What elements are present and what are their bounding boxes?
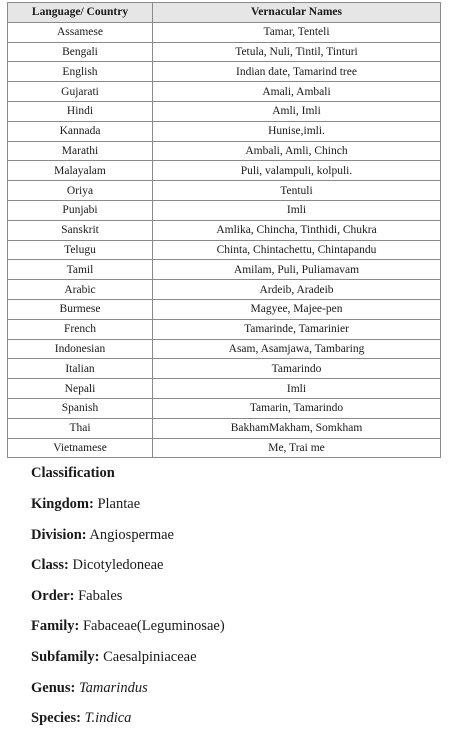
table-row — [8, 280, 441, 300]
classification-rank-value: Fabales — [78, 587, 123, 604]
classification-item — [31, 550, 451, 581]
vernacular-names-cell: BakhamMakham, Somkham — [153, 418, 441, 438]
table-row — [8, 22, 441, 42]
vernacular-names-cell: Tamarin, Tamarindo — [153, 398, 441, 418]
vernacular-names-cell: Amlika, Chincha, Tinthidi, Chukra — [153, 220, 441, 240]
classification-rank-label: Class: — [31, 557, 69, 574]
language-cell: Thai — [8, 418, 153, 438]
language-cell: Gujarati — [8, 82, 153, 102]
vernacular-names-cell: Tamarinde, Tamarinier — [153, 319, 441, 339]
classification-rank-value: Fabaceae(Leguminosae) — [82, 618, 225, 635]
language-cell: Marathi — [8, 141, 153, 161]
language-cell: French — [8, 319, 153, 339]
vernacular-names-cell: Hunise,imli. — [153, 121, 441, 141]
language-cell: Spanish — [8, 398, 153, 418]
vernacular-names-cell: Puli, valampuli, kolpuli. — [153, 161, 441, 181]
table-row — [8, 42, 441, 62]
classification-item — [31, 581, 451, 612]
table-row — [8, 62, 441, 82]
classification-list — [31, 489, 451, 734]
table-row — [8, 299, 441, 319]
vernacular-names-cell: Amli, Imli — [153, 101, 441, 121]
table-row — [8, 398, 441, 418]
vernacular-names-cell: Tamar, Tenteli — [153, 22, 441, 42]
table-row — [8, 379, 441, 399]
classification-section — [31, 458, 451, 734]
language-cell: Sanskrit — [8, 220, 153, 240]
language-cell: Bengali — [8, 42, 153, 62]
table-row — [8, 161, 441, 181]
classification-rank-value: T.indica — [84, 710, 132, 727]
classification-rank-label: Kingdom: — [31, 496, 94, 512]
vernacular-names-cell: Amilam, Puli, Puliamavam — [153, 260, 441, 280]
language-cell: English — [8, 62, 153, 82]
vernacular-names-cell: Ambali, Amli, Chinch — [153, 141, 441, 161]
classification-item — [31, 520, 451, 551]
vernacular-names-cell: Tentuli — [153, 181, 441, 201]
vernacular-names-cell: Imli — [153, 379, 441, 399]
classification-item — [31, 703, 451, 734]
table-body — [8, 22, 441, 458]
table-row — [8, 359, 441, 379]
language-cell: Burmese — [8, 299, 153, 319]
classification-rank-value: Caesalpiniaceae — [103, 648, 197, 665]
header-language-country: Language/ Country — [8, 3, 153, 23]
language-cell: Assamese — [8, 22, 153, 42]
language-cell: Malayalam — [8, 161, 153, 181]
language-cell: Nepali — [8, 379, 153, 399]
table-row — [8, 438, 441, 458]
language-cell: Punjabi — [8, 200, 153, 220]
language-cell: Italian — [8, 359, 153, 379]
table-row — [8, 101, 441, 121]
language-cell: Vietnamese — [8, 438, 153, 458]
table-row — [8, 339, 441, 359]
table-row — [8, 82, 441, 102]
classification-item — [31, 673, 451, 704]
language-cell: Indonesian — [8, 339, 153, 359]
classification-item — [31, 642, 451, 673]
classification-heading: Classification — [31, 465, 115, 481]
language-cell: Arabic — [8, 280, 153, 300]
vernacular-names-cell: Magyee, Majee-pen — [153, 299, 441, 319]
classification-rank-value: Angiospermae — [89, 526, 174, 543]
classification-rank-value: Plantae — [97, 496, 141, 512]
vernacular-names-cell: Amali, Ambali — [153, 82, 441, 102]
classification-rank-label: Division: — [31, 526, 87, 543]
classification-rank-label: Subfamily: — [31, 648, 100, 665]
classification-item — [31, 611, 451, 642]
table-row — [8, 200, 441, 220]
table-row — [8, 319, 441, 339]
table-row — [8, 418, 441, 438]
vernacular-names-cell: Asam, Asamjawa, Tambaring — [153, 339, 441, 359]
table-row — [8, 240, 441, 260]
classification-rank-label: Species: — [31, 710, 81, 727]
language-cell: Tamil — [8, 260, 153, 280]
classification-item — [31, 489, 451, 520]
vernacular-names-cell: Ardeib, Aradeib — [153, 280, 441, 300]
table-header-row — [8, 3, 441, 23]
classification-rank-label: Genus: — [31, 679, 76, 696]
classification-rank-label: Order: — [31, 587, 75, 604]
language-cell: Hindi — [8, 101, 153, 121]
vernacular-names-cell: Tamarindo — [153, 359, 441, 379]
vernacular-names-cell: Imli — [153, 200, 441, 220]
vernacular-names-cell: Chinta, Chintachettu, Chintapandu — [153, 240, 441, 260]
classification-rank-value: Tamarindus — [78, 679, 148, 696]
table-row — [8, 181, 441, 201]
vernacular-names-table — [7, 2, 441, 458]
language-cell: Telugu — [8, 240, 153, 260]
classification-rank-label: Family: — [31, 618, 80, 635]
vernacular-names-cell: Me, Trai me — [153, 438, 441, 458]
classification-rank-value: Dicotyledoneae — [72, 557, 164, 574]
vernacular-names-cell: Indian date, Tamarind tree — [153, 62, 441, 82]
language-cell: Oriya — [8, 181, 153, 201]
table-row — [8, 260, 441, 280]
header-vernacular-names: Vernacular Names — [153, 3, 441, 23]
table-row — [8, 121, 441, 141]
language-cell: Kannada — [8, 121, 153, 141]
table-row — [8, 220, 441, 240]
vernacular-names-cell: Tetula, Nuli, Tintil, Tinturi — [153, 42, 441, 62]
table-row — [8, 141, 441, 161]
